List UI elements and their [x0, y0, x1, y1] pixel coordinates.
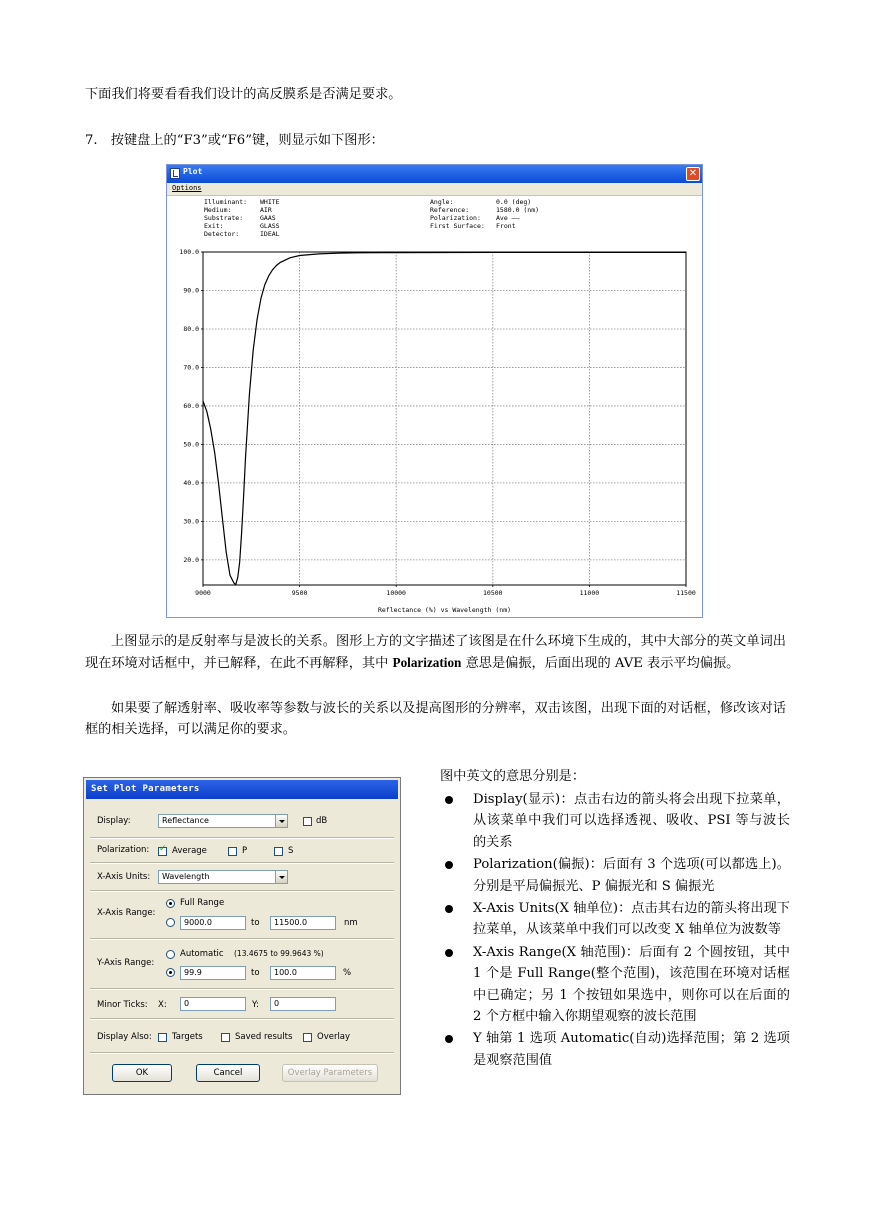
x-range-to-input[interactable]: 11500.0: [270, 916, 336, 930]
paragraph-plot-explanation: [85, 631, 786, 674]
info-left-value: GLASS: [260, 222, 280, 230]
info-right-key: Reference:: [430, 206, 470, 214]
x-range-from-input[interactable]: 9000.0: [180, 916, 246, 930]
overlay-checkbox[interactable]: [303, 1033, 312, 1042]
set-plot-parameters-dialog: [83, 777, 401, 1095]
saved-results-label: Saved results: [235, 1032, 293, 1042]
plot-title-bar[interactable]: [167, 165, 702, 183]
minor-ticks-y-input[interactable]: 0: [270, 997, 336, 1011]
y-tick-label: 80.0: [183, 324, 199, 333]
divider: [90, 1018, 394, 1020]
db-label: dB: [316, 816, 328, 826]
targets-checkbox[interactable]: [158, 1033, 167, 1042]
automatic-label: Automatic: [180, 949, 224, 959]
x-range-unit: nm: [344, 918, 358, 928]
x-tick-label: 9000: [195, 589, 211, 597]
info-left-key: Exit:: [204, 222, 224, 230]
menu-options[interactable]: Options: [172, 184, 202, 192]
x-axis-range-label: X-Axis Range:: [97, 908, 156, 918]
y-tick-label: 50.0: [183, 440, 199, 449]
minor-ticks-label: Minor Ticks:: [97, 1000, 148, 1010]
info-right-value: Ave ——: [496, 214, 520, 222]
plot-window: [166, 164, 703, 618]
divider: [90, 988, 394, 990]
y-tick-label: 100.0: [179, 248, 199, 256]
polarization-label: Polarization:: [97, 845, 150, 855]
full-range-label: Full Range: [180, 898, 225, 908]
info-right-key: First Surface:: [430, 222, 485, 230]
info-right-key: Polarization:: [430, 214, 481, 222]
plot-app-icon: [170, 168, 180, 179]
step-7-text: 7. 按键盘上的“F3”或“F6”键，则显示如下图形：: [85, 133, 384, 148]
list-item: Display(显示)：点击右边的箭头将会出现下拉菜单，从该菜单中我们可以选择透视、吸收、PSI 等与波长的关系: [440, 789, 790, 853]
y-tick-label: 90.0: [183, 286, 199, 295]
reflectance-plot[interactable]: [167, 196, 702, 617]
legend-heading: 图中英文的意思分别是：: [440, 769, 586, 784]
minor-x-label: X:: [158, 1000, 167, 1010]
ok-button[interactable]: OK: [112, 1064, 172, 1082]
y-range-to-label: to: [251, 968, 260, 978]
x-tick-label: 11000: [579, 589, 600, 597]
info-left-value: AIR: [260, 206, 272, 214]
list-item: X-Axis Units(X 轴单位)：点击其右边的箭头将出现下拉菜单，从该菜单中我们可以改变 X 轴单位为波数等: [440, 898, 790, 941]
display-also-label: Display Also:: [97, 1032, 152, 1042]
y-range-unit: %: [343, 968, 352, 978]
info-right-value: 0.0 (deg): [496, 198, 532, 206]
x-axis-label: Reflectance (%) vs Wavelength (nm): [377, 606, 512, 614]
p-checkbox[interactable]: [228, 847, 237, 856]
info-left-key: Detector:: [204, 230, 240, 238]
y-tick-label: 30.0: [183, 517, 199, 526]
dialog-title-bar[interactable]: [86, 780, 398, 799]
y-tick-label: 40.0: [183, 478, 199, 487]
info-left-value: GAAS: [260, 214, 276, 222]
targets-label: Targets: [172, 1032, 203, 1042]
y-tick-label: 70.0: [183, 363, 199, 372]
saved-results-checkbox[interactable]: [221, 1033, 230, 1042]
term-list: [440, 789, 790, 1072]
para1-term-polarization: Polarization: [392, 655, 462, 670]
plot-menu-bar: [167, 183, 702, 196]
list-item: Y 轴第 1 选项 Automatic(自动)选择范围；第 2 选项是观察范围值: [440, 1028, 790, 1071]
y-tick-label: 20.0: [183, 555, 199, 564]
x-tick-label: 10000: [386, 589, 406, 597]
list-item: X-Axis Range(X 轴范围)：后面有 2 个圆按钮，其中 1 个是 Full Range(整个范围)，该范围在环境对话框中已确定；另 1 个按钮如果选中，则你可以在后面的 2 个方框中输入你期望观察的波长范围: [440, 942, 790, 1028]
divider: [90, 1052, 394, 1054]
divider: [90, 938, 394, 940]
info-left-value: WHITE: [260, 198, 280, 206]
cancel-button[interactable]: Cancel: [196, 1064, 260, 1082]
para1-text-c: 意思是偏振，后面出现的 AVE 表示平均偏振。: [465, 656, 740, 671]
close-icon[interactable]: ✕: [686, 167, 700, 181]
divider: [90, 890, 394, 892]
automatic-range-readout: (13.4675 to 99.9643 %): [234, 949, 324, 958]
info-left-key: Medium:: [204, 206, 232, 214]
plot-body[interactable]: [167, 196, 702, 617]
custom-x-range-radio[interactable]: [166, 918, 175, 927]
paragraph-dialog-intro: 如果要了解透射率、吸收率等参数与波长的关系以及提高图形的分辨率，双击该图，出现下面的对话框，修改该对话框的相关选择，可以满足你的要求。: [85, 701, 786, 737]
overlay-parameters-button[interactable]: Overlay Parameters: [282, 1064, 378, 1082]
y-axis-range-label: Y-Axis Range:: [97, 958, 155, 968]
info-left-key: Substrate:: [204, 214, 244, 222]
y-range-to-input[interactable]: 100.0: [270, 966, 336, 980]
info-left-value: IDEAL: [260, 230, 280, 238]
divider: [90, 862, 394, 864]
x-tick-label: 11500: [676, 589, 696, 597]
x-tick-label: 10500: [483, 589, 503, 597]
db-checkbox[interactable]: [303, 817, 312, 826]
reflectance-curve: [203, 252, 686, 584]
list-item: Polarization(偏振)：后面有 3 个选项(可以都选上)。分别是平局偏振光、P 偏振光和 S 偏振光: [440, 854, 790, 897]
intro-text: 下面我们将要看看我们设计的高反膜系是否满足要求。: [85, 87, 402, 102]
s-label: S: [288, 846, 294, 856]
x-axis-units-label: X-Axis Units:: [97, 872, 151, 882]
p-label: P: [242, 846, 248, 856]
display-label: Display:: [97, 816, 131, 826]
plot-frame: [203, 252, 686, 585]
y-tick-label: 60.0: [183, 401, 199, 410]
display-value: Reflectance: [162, 816, 209, 825]
display-select[interactable]: [158, 814, 288, 828]
x-axis-units-select[interactable]: [158, 870, 288, 884]
overlay-label: Overlay: [317, 1032, 351, 1042]
para1-text-a: 上图显示的是反射率与是波长的关系。图形上方的文字描述了该图是在什么环境下生成的，其中大部分的英文单词出现在环境对话框中，并已解释，在此不再解释，其中: [85, 634, 786, 671]
x-tick-label: 9500: [291, 589, 308, 597]
average-checkbox[interactable]: [158, 847, 167, 856]
info-left-key: Illuminant:: [204, 198, 248, 206]
custom-y-range-radio[interactable]: [166, 968, 175, 977]
x-axis-units-value: Wavelength: [162, 872, 210, 881]
dialog-title: Set Plot Parameters: [91, 784, 200, 794]
y-range-from-input[interactable]: 99.9: [180, 966, 246, 980]
automatic-radio[interactable]: [166, 950, 175, 959]
x-range-to-label: to: [251, 918, 260, 928]
chevron-down-icon[interactable]: [275, 815, 287, 827]
full-range-radio[interactable]: [166, 899, 175, 908]
minor-y-label: Y:: [252, 1000, 259, 1010]
info-right-value: Front: [496, 222, 516, 230]
minor-ticks-x-input[interactable]: 0: [180, 997, 246, 1011]
info-right-key: Angle:: [430, 198, 454, 206]
info-right-value: 1580.0 (nm): [496, 206, 540, 214]
divider: [90, 837, 394, 839]
average-label: Average: [172, 846, 207, 856]
chevron-down-icon[interactable]: [275, 871, 287, 883]
plot-window-title: Plot: [183, 167, 203, 176]
s-checkbox[interactable]: [274, 847, 283, 856]
